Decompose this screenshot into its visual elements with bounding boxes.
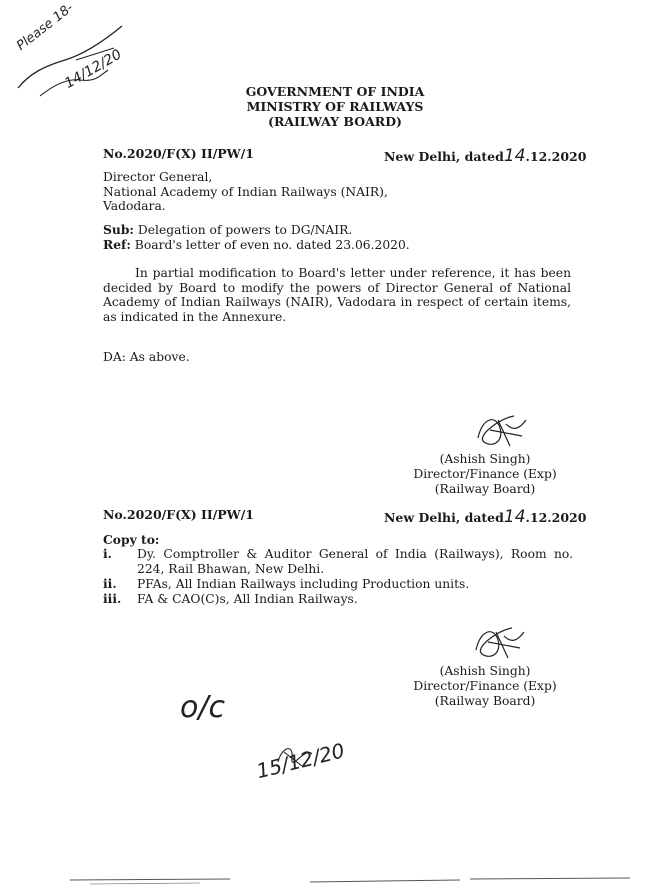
handwritten-date-top: 14/12/20 [62,46,125,92]
signature-image [470,408,530,452]
addressee-line: Director General, [103,170,213,184]
enclosure-note: DA: As above. [103,350,190,364]
copy-item-text: PFAs, All Indian Railways including Production units. [137,577,470,591]
copy-signature-block [400,664,570,709]
signatory-designation: Director/Finance (Exp) [413,467,557,481]
signatory-office: (Railway Board) [434,482,536,496]
letter-ref-number: No.2020/F(X) II/PW/1 [103,146,254,161]
handwritten-date-bottom: 15/12/20 [254,738,347,784]
copy-to-heading: Copy to: [103,532,160,547]
copy-signatory-office: (Railway Board) [434,694,536,708]
signatory-name: (Ashish Singh) [439,452,531,466]
subject-text: Delegation of powers to DG/NAIR. [137,223,353,237]
copy-item-text: Dy. Comptroller & Auditor General of India (Railways), Room no. 224, Rail Bhawan, New Delhi. [137,547,573,576]
reference-text: Board's letter of even no. dated 23.06.2020. [134,238,410,252]
copy-list-item [103,547,573,576]
date-month-year: .12.2020 [525,149,587,164]
signature-image [468,620,528,664]
copy-item-text: FA & CAO(C)s, All Indian Railways. [137,592,358,606]
addressee-block [103,170,388,214]
handwritten-please-note: Please 18- [14,0,77,54]
copy-place-date-prefix: New Delhi, dated [384,510,504,525]
header-government: GOVERNMENT OF INDIA [245,84,425,99]
copy-list-item [103,577,573,592]
copy-item-number: ii. [103,576,117,591]
copy-item-number: i. [103,546,112,561]
body-paragraph: In partial modification to Board's letter under reference, it has been decided by Board to modify the powers of Director General of National Academy of Indian Railways (NAIR), Vadodara in respect of certain items, as indicated in the Annexure. [103,266,571,324]
signature-block [400,452,570,497]
copy-signatory-name: (Ashish Singh) [439,664,531,678]
copy-date-month-year: .12.2020 [525,510,587,525]
copy-list-item [103,592,573,607]
letterhead [200,84,470,129]
reference-label: Ref: [103,237,131,252]
copy-handwritten-date-day: 14 [503,507,526,527]
addressee-line: National Academy of Indian Railways (NAIR), [103,184,388,199]
subject-label: Sub: [103,222,134,237]
subject-line [103,223,352,238]
copy-item-number: iii. [103,591,122,606]
handwritten-oc-note: o/c [180,690,225,725]
header-board: (RAILWAY BOARD) [268,114,402,129]
copy-ref-number: No.2020/F(X) II/PW/1 [103,507,254,522]
addressee-line: Vadodara. [103,199,166,213]
reference-line [103,238,410,253]
place-date-prefix: New Delhi, dated [384,149,504,164]
copy-signatory-designation: Director/Finance (Exp) [413,679,557,693]
header-ministry: MINISTRY OF RAILWAYS [246,99,424,114]
letter-place-date [384,146,586,166]
handwritten-date-day: 14 [503,146,526,166]
copy-place-date [384,507,586,527]
scan-edge-lines [0,870,650,890]
